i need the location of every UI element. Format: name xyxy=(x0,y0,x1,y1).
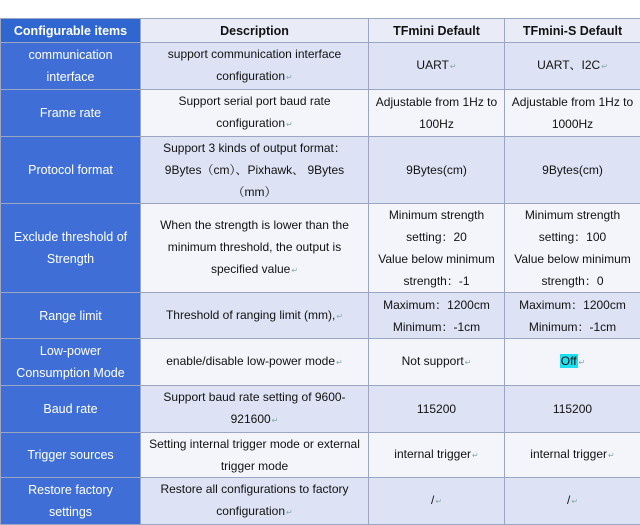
row-label: Exclude threshold of Strength xyxy=(1,204,141,293)
table-row xyxy=(1,478,640,525)
header-configurable-items: Configurable items xyxy=(1,19,141,43)
row-label: Protocol format xyxy=(1,137,141,204)
row-label: Low-power Consumption Mode xyxy=(1,339,141,386)
header-tfmini-default: TFmini Default xyxy=(369,19,505,43)
row-tfmini-s-value: 9Bytes(cm) xyxy=(505,137,640,204)
row-label: Baud rate xyxy=(1,386,141,433)
tfmini-strength-setting: Minimum strength setting：20 xyxy=(374,204,499,248)
table-row xyxy=(1,43,640,90)
header-description: Description xyxy=(141,19,369,43)
tfmini-minimum: Minimum：-1cm xyxy=(374,316,499,338)
row-description: enable/disable low-power mode↵ xyxy=(141,339,369,386)
table-row xyxy=(1,433,640,478)
tfmini-maximum: Maximum：1200cm xyxy=(374,294,499,316)
row-description: When the strength is lower than the minimum threshold, the output is specified value↵ xyxy=(141,204,369,293)
header-tfmini-s-default: TFmini-S Default xyxy=(505,19,640,43)
row-tfmini-s-value: UART、I2C↵ xyxy=(505,43,640,90)
row-description: Threshold of ranging limit (mm),↵ xyxy=(141,293,369,339)
cropped-caption-strip xyxy=(0,0,640,18)
highlighted-value: Off xyxy=(560,354,578,368)
tfmini-s-maximum: Maximum：1200cm xyxy=(510,294,635,316)
table-row xyxy=(1,339,640,386)
row-description: support communication interface configuration↵ xyxy=(141,43,369,90)
specification-table xyxy=(0,18,640,525)
row-label: Frame rate xyxy=(1,90,141,137)
tfmini-below-minimum-value: Value below minimum strength：-1 xyxy=(374,248,499,292)
row-tfmini-value: /↵ xyxy=(369,478,505,525)
table-row xyxy=(1,137,640,204)
tfmini-s-minimum: Minimum：-1cm xyxy=(510,316,635,338)
row-description: Setting internal trigger mode or external trigger mode xyxy=(141,433,369,478)
row-tfmini-s-value: /↵ xyxy=(505,478,640,525)
table-row xyxy=(1,386,640,433)
row-tfmini-value: Adjustable from 1Hz to 100Hz xyxy=(369,90,505,137)
row-tfmini-s-value: 115200 xyxy=(505,386,640,433)
row-tfmini-value: Not support↵ xyxy=(369,339,505,386)
row-tfmini-s-value: Off ↵ xyxy=(505,339,640,386)
row-description: Support baud rate setting of 9600-921600↵ xyxy=(141,386,369,433)
row-label: Range limit xyxy=(1,293,141,339)
row-tfmini-value: 115200 xyxy=(369,386,505,433)
tfmini-s-below-minimum-value: Value below minimum strength：0 xyxy=(510,248,635,292)
tfmini-s-strength-setting: Minimum strength setting：100 xyxy=(510,204,635,248)
row-tfmini-value: internal trigger↵ xyxy=(369,433,505,478)
row-tfmini-s-value xyxy=(505,293,640,339)
row-tfmini-s-value xyxy=(505,204,640,293)
row-description: Support serial port baud rate configuration↵ xyxy=(141,90,369,137)
row-tfmini-value: UART↵ xyxy=(369,43,505,90)
row-label: Restore factory settings xyxy=(1,478,141,525)
row-tfmini-value xyxy=(369,204,505,293)
cropped-caption-text xyxy=(250,0,253,5)
table-row xyxy=(1,204,640,293)
row-tfmini-s-value: internal trigger↵ xyxy=(505,433,640,478)
row-tfmini-value xyxy=(369,293,505,339)
row-tfmini-s-value: Adjustable from 1Hz to 1000Hz xyxy=(505,90,640,137)
row-label: communication interface xyxy=(1,43,141,90)
row-description: Restore all configurations to factory configuration↵ xyxy=(141,478,369,525)
table-row xyxy=(1,293,640,339)
table-header-row xyxy=(1,19,640,43)
table-row xyxy=(1,90,640,137)
row-tfmini-value: 9Bytes(cm) xyxy=(369,137,505,204)
row-description: Support 3 kinds of output format：9Bytes（cm）、Pixhawk、 9Bytes（mm） xyxy=(141,137,369,204)
row-label: Trigger sources xyxy=(1,433,141,478)
